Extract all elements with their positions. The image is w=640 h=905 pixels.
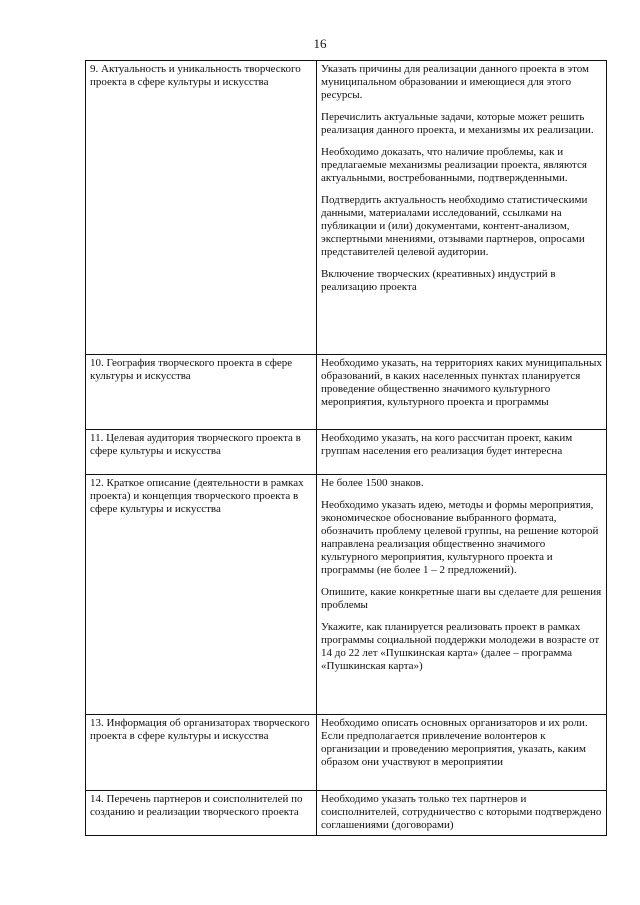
- description-paragraph: Включение творческих (креативных) индустрий в реализацию проекта: [321, 268, 556, 293]
- description-paragraph: Необходимо указать только тех партнеров и соисполнителей, сотрудничество с которыми подтверждено соглашениями (договорами): [321, 793, 602, 831]
- row-label: 12. Краткое описание (деятельности в рамках проекта) и концепция творческого проекта в сфере культуры и искусства: [90, 477, 304, 515]
- row-label-cell: [86, 475, 317, 715]
- row-description-cell: [317, 475, 607, 715]
- row-description-cell: [317, 430, 607, 475]
- row-description-cell: [317, 715, 607, 791]
- row-label-cell: [86, 715, 317, 791]
- row-label: 10. География творческого проекта в сфере культуры и искусства: [90, 357, 293, 382]
- table-row: [86, 355, 607, 430]
- description-paragraph: Необходимо описать основных организаторов и их роли. Если предполагается привлечение волонтеров к организации и проведению мероприятия, указать, каким образом они участвуют в мероприятии: [321, 717, 588, 768]
- row-label-cell: [86, 355, 317, 430]
- row-label: 11. Целевая аудитория творческого проекта в сфере культуры и искусства: [90, 432, 301, 457]
- description-paragraph: Опишите, какие конкретные шаги вы сделаете для решения проблемы: [321, 586, 602, 611]
- table-row: [86, 715, 607, 791]
- row-label: 9. Актуальность и уникальность творческого проекта в сфере культуры и искусства: [90, 63, 301, 88]
- description-paragraph: Указать причины для реализации данного проекта в этом муниципальном образовании и имеющиеся для этого ресурсы.: [321, 63, 590, 101]
- row-description-cell: [317, 355, 607, 430]
- row-description-cell: [317, 61, 607, 355]
- description-paragraph: Необходимо указать, на территориях каких муниципальных образований, в каких населенных пунктах планируется проведение общественно значимого культурного мероприятия, культурного проекта и программы: [321, 357, 602, 408]
- row-label-cell: [86, 430, 317, 475]
- row-label-cell: [86, 791, 317, 836]
- table-row: [86, 61, 607, 355]
- description-paragraph: Необходимо указать идею, методы и формы мероприятия, экономическое обоснование выбранного формата, обозначить проблему целевой группы, на решение которой направлена реализация общественно значимого культурного мероприятия, культурного проекта и программы (не более 1 – 2 предложений).: [321, 499, 599, 576]
- row-label-cell: [86, 61, 317, 355]
- row-label: 13. Информация об организаторах творческого проекта в сфере культуры и искусства: [90, 717, 310, 742]
- description-paragraph: Подтвердить актуальность необходимо статистическими данными, материалами исследований, ссылками на публикации и (или) документами, контент-анализом, экспертными мнениями, отзывами партнеров, опросами представителей целевой аудитории.: [321, 194, 588, 258]
- description-paragraph: Не более 1500 знаков.: [321, 477, 424, 489]
- table-row: [86, 430, 607, 475]
- page-number: 16: [313, 36, 327, 51]
- description-paragraph: Укажите, как планируется реализовать проект в рамках программы социальной поддержки молодежи в возрасте от 14 до 22 лет «Пушкинская карта» (далее – программа «Пушкинская карта»): [321, 621, 600, 672]
- description-paragraph: Необходимо доказать, что наличие проблемы, как и предлагаемые механизмы реализации проекта, являются актуальными, востребованными, подтвержденными.: [321, 146, 587, 184]
- requirements-table: [85, 60, 607, 836]
- row-description-cell: [317, 791, 607, 836]
- row-label: 14. Перечень партнеров и соисполнителей по созданию и реализации творческого проекта: [90, 793, 303, 818]
- description-paragraph: Необходимо указать, на кого рассчитан проект, каким группам населения его реализация будет интересна: [321, 432, 573, 457]
- table-row: [86, 475, 607, 715]
- table-row: [86, 791, 607, 836]
- description-paragraph: Перечислить актуальные задачи, которые может решить реализация данного проекта, и механизмы их реализации.: [321, 111, 594, 136]
